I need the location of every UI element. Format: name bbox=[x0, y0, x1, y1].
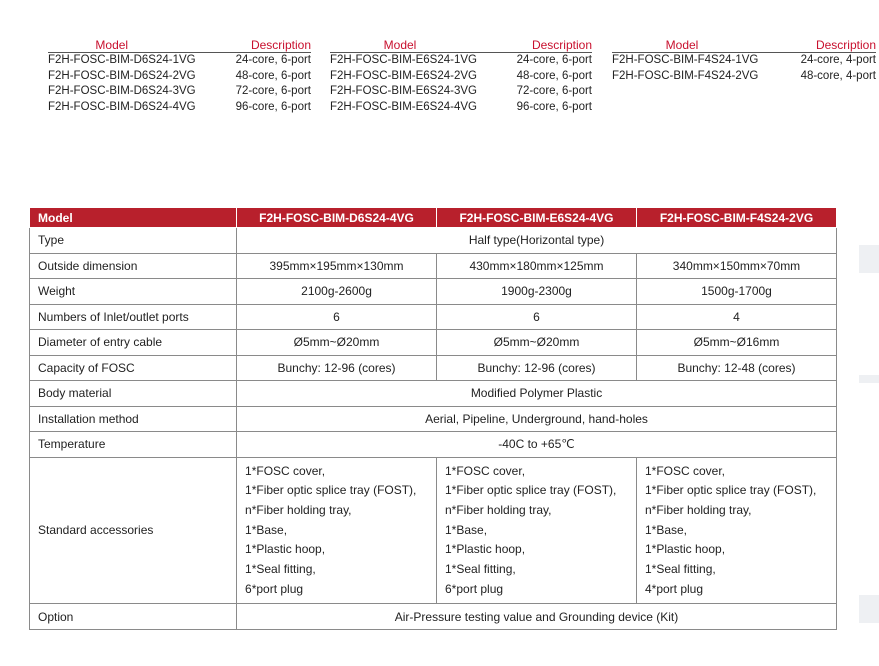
model-list-f4s24 bbox=[612, 38, 876, 84]
accessories-list bbox=[636, 457, 836, 604]
model-description: 24-core, 6-port bbox=[235, 54, 311, 66]
table-row bbox=[30, 432, 837, 458]
accessory-item: 1*Seal fitting, bbox=[644, 562, 716, 577]
accessory-item: n*Fiber holding tray, bbox=[644, 502, 752, 517]
model-description: 48-core, 6-port bbox=[235, 69, 311, 82]
row-value: Ø5mm~Ø20mm bbox=[237, 330, 437, 356]
list-item bbox=[612, 69, 876, 85]
row-label: Outside dimension bbox=[30, 253, 237, 279]
model-description: 96-core, 6-port bbox=[516, 100, 592, 113]
model-list-e6s24 bbox=[330, 38, 592, 115]
row-value: Bunchy: 12-48 (cores) bbox=[636, 355, 836, 381]
table-row bbox=[30, 457, 837, 604]
model-description: 24-core, 6-port bbox=[516, 54, 592, 66]
row-label: Capacity of FOSC bbox=[30, 355, 237, 381]
accessory-item: 1*Base, bbox=[245, 522, 288, 537]
accessory-item: 1*Plastic hoop, bbox=[445, 542, 526, 557]
list-item bbox=[330, 84, 592, 100]
accessory-item: 1*FOSC cover, bbox=[245, 463, 326, 478]
accessory-item: 1*Plastic hoop, bbox=[245, 542, 326, 557]
accessories-list bbox=[237, 457, 437, 604]
header-model: F2H-FOSC-BIM-E6S24-4VG bbox=[437, 208, 637, 228]
accessory-item: 6*port plug bbox=[445, 581, 504, 596]
row-label: Standard accessories bbox=[30, 457, 237, 604]
row-label: Body material bbox=[30, 381, 237, 407]
table-row bbox=[30, 604, 837, 630]
model-description: 48-core, 4-port bbox=[800, 69, 876, 82]
edge-decoration bbox=[859, 245, 879, 273]
row-label: Option bbox=[30, 604, 237, 630]
accessory-item: 1*Seal fitting, bbox=[245, 562, 316, 577]
model-description: 72-core, 6-port bbox=[516, 85, 592, 97]
row-value: 2100g-2600g bbox=[237, 279, 437, 305]
row-value: Ø5mm~Ø16mm bbox=[636, 330, 836, 356]
row-value: Ø5mm~Ø20mm bbox=[437, 330, 637, 356]
list-item bbox=[330, 100, 592, 116]
row-label: Diameter of entry cable bbox=[30, 330, 237, 356]
list-item bbox=[48, 84, 311, 100]
row-value: 1500g-1700g bbox=[636, 279, 836, 305]
table-row bbox=[30, 253, 837, 279]
model-code: F2H-FOSC-BIM-E6S24-1VG bbox=[330, 54, 477, 66]
edge-decoration bbox=[859, 375, 879, 383]
accessory-item: 1*Plastic hoop, bbox=[644, 542, 726, 557]
accessory-item: n*Fiber holding tray, bbox=[445, 502, 552, 517]
row-value: Bunchy: 12-96 (cores) bbox=[437, 355, 637, 381]
table-row bbox=[30, 304, 837, 330]
model-description: 96-core, 6-port bbox=[235, 100, 311, 113]
model-list-header bbox=[48, 38, 311, 53]
model-column-header: Model bbox=[665, 38, 699, 52]
row-value: 6 bbox=[237, 304, 437, 330]
list-item bbox=[330, 53, 592, 69]
table-row bbox=[30, 228, 837, 254]
accessory-item: 1*Base, bbox=[644, 522, 688, 537]
row-label: Type bbox=[30, 228, 237, 254]
accessory-item: 1*Base, bbox=[445, 522, 488, 537]
list-item bbox=[612, 53, 876, 69]
table-row bbox=[30, 406, 837, 432]
description-column-header: Description bbox=[531, 38, 592, 52]
row-value: 430mm×180mm×125mm bbox=[437, 253, 637, 279]
model-code: F2H-FOSC-BIM-D6S24-1VG bbox=[48, 54, 196, 66]
row-label: Installation method bbox=[30, 406, 237, 432]
row-value: 340mm×150mm×70mm bbox=[636, 253, 836, 279]
accessory-item: 1*FOSC cover, bbox=[644, 463, 726, 478]
accessory-item: 1*Seal fitting, bbox=[445, 562, 516, 577]
accessory-item: n*Fiber holding tray, bbox=[245, 502, 352, 517]
accessory-item: 1*Fiber optic splice tray (FOST), bbox=[644, 483, 817, 498]
accessory-item: 1*Fiber optic splice tray (FOST), bbox=[245, 483, 417, 498]
accessory-item: 1*Fiber optic splice tray (FOST), bbox=[445, 483, 617, 498]
table-header-row bbox=[30, 208, 837, 228]
model-code: F2H-FOSC-BIM-F4S24-2VG bbox=[612, 69, 759, 82]
accessories-list bbox=[437, 457, 637, 604]
model-code: F2H-FOSC-BIM-D6S24-4VG bbox=[48, 100, 196, 113]
model-code: F2H-FOSC-BIM-E6S24-3VG bbox=[330, 85, 477, 97]
model-code: F2H-FOSC-BIM-E6S24-4VG bbox=[330, 100, 477, 113]
model-code: F2H-FOSC-BIM-E6S24-2VG bbox=[330, 69, 477, 82]
table-row bbox=[30, 381, 837, 407]
model-description: 24-core, 4-port bbox=[800, 54, 876, 66]
description-column-header: Description bbox=[250, 38, 311, 52]
list-item bbox=[48, 53, 311, 69]
row-value: 4 bbox=[636, 304, 836, 330]
row-value: 1900g-2300g bbox=[437, 279, 637, 305]
row-label: Temperature bbox=[30, 432, 237, 458]
list-item bbox=[48, 69, 311, 85]
spec-table bbox=[29, 207, 837, 630]
model-list-header bbox=[330, 38, 592, 53]
accessory-item: 6*port plug bbox=[245, 581, 304, 596]
model-column-header: Model bbox=[95, 38, 129, 52]
row-value: 395mm×195mm×130mm bbox=[237, 253, 437, 279]
list-item bbox=[330, 69, 592, 85]
model-description: 72-core, 6-port bbox=[235, 85, 311, 97]
model-list-header bbox=[612, 38, 876, 53]
model-column-header: Model bbox=[383, 38, 417, 52]
row-value: Modified Polymer Plastic bbox=[237, 381, 837, 407]
row-value: Half type(Horizontal type) bbox=[237, 228, 837, 254]
row-value: Bunchy: 12-96 (cores) bbox=[237, 355, 437, 381]
model-code: F2H-FOSC-BIM-D6S24-2VG bbox=[48, 69, 196, 82]
edge-decoration bbox=[859, 595, 879, 623]
header-label: Model bbox=[30, 208, 237, 228]
row-value: -40C to +65℃ bbox=[237, 432, 837, 458]
model-list-d6s24 bbox=[48, 38, 311, 115]
accessory-item: 1*FOSC cover, bbox=[445, 463, 526, 478]
row-value: 6 bbox=[437, 304, 637, 330]
row-label: Numbers of Inlet/outlet ports bbox=[30, 304, 237, 330]
row-label: Weight bbox=[30, 279, 237, 305]
model-code: F2H-FOSC-BIM-D6S24-3VG bbox=[48, 85, 196, 97]
list-item bbox=[48, 100, 311, 116]
row-value: Air-Pressure testing value and Grounding device (Kit) bbox=[237, 604, 837, 630]
model-description: 48-core, 6-port bbox=[516, 69, 592, 82]
table-row bbox=[30, 279, 837, 305]
table-row bbox=[30, 330, 837, 356]
accessory-item: 4*port plug bbox=[644, 581, 704, 596]
description-column-header: Description bbox=[815, 38, 876, 52]
header-model: F2H-FOSC-BIM-F4S24-2VG bbox=[636, 208, 836, 228]
model-code: F2H-FOSC-BIM-F4S24-1VG bbox=[612, 54, 759, 66]
table-row bbox=[30, 355, 837, 381]
row-value: Aerial, Pipeline, Underground, hand-holes bbox=[237, 406, 837, 432]
header-model: F2H-FOSC-BIM-D6S24-4VG bbox=[237, 208, 437, 228]
